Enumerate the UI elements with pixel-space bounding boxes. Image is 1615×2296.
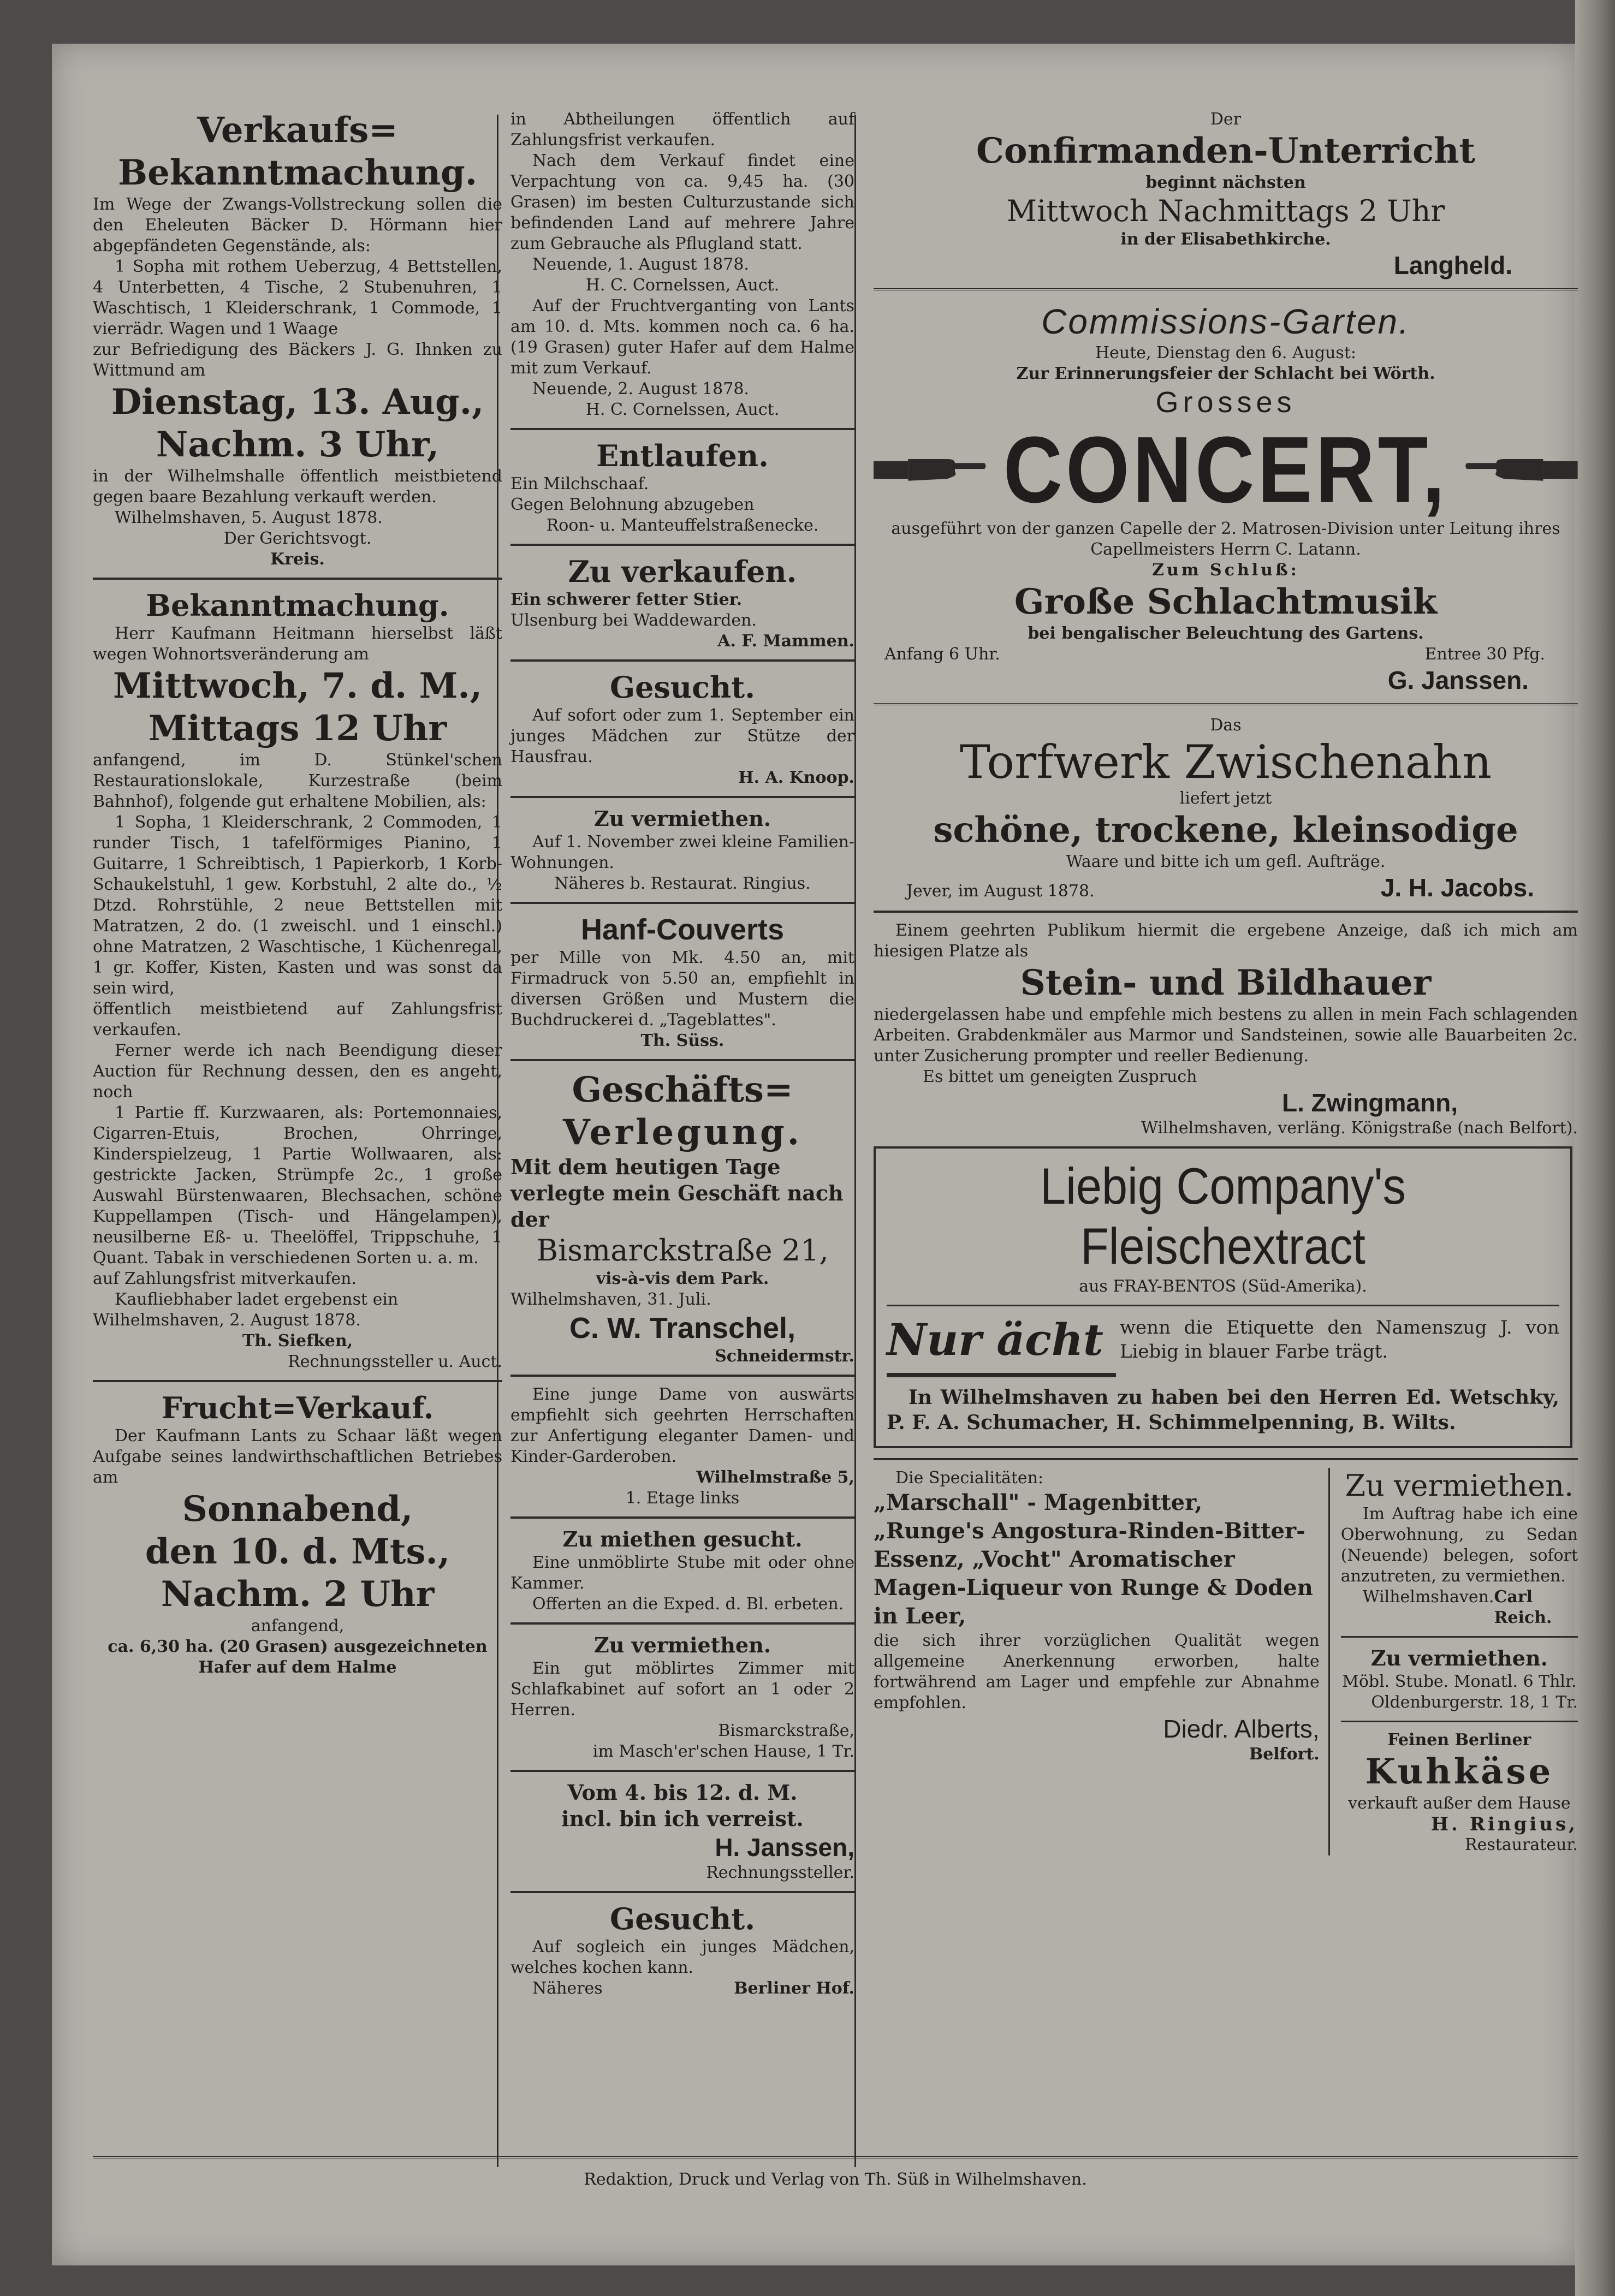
column-rule-middle [854,115,856,2167]
ad-address: im Masch'er'schen Hause, 1 Tr. [592,1742,854,1761]
ad-text: verkauft außer dem Hause [1348,1794,1571,1813]
ad-text: Auf der Fruchtverganting von Lants am 10. d. Mts. kommen noch ca. 6 ha. (19 Grasen) guter Hafer auf dem Halme mit zum Verkauf. [510,296,854,378]
ad-verreist [510,1780,854,1883]
ad-signature: Rechnungssteller. [706,1863,854,1882]
ad-dateline: Wilhelmshaven. [1362,1587,1494,1607]
divider [93,578,502,580]
ad-dateline: Wilhelmshaven, 31. Juli. [510,1290,711,1309]
ad-torfwerk [874,715,1578,903]
ad-text: Das [1210,716,1242,735]
ad-liebig [874,1146,1572,1448]
ad-text: Ein gut möblirtes Zimmer mit Schlafkabinet auf sofort an 1 oder 2 Herren. [510,1659,854,1720]
ad-title: Verlegung. [562,1112,803,1153]
ad-zu-vermiethen-2 [510,1632,854,1762]
ad-text: in Abtheilungen öffentlich auf Zahlungsfrist verkaufen. [510,110,854,150]
ad-text: Ulsenburg bei Waddewarden. [510,611,757,630]
ad-damen-garderoben [510,1384,854,1509]
ad-time: Nachm. 2 Uhr [161,1574,435,1615]
ad-signature: Langheld. [1393,251,1512,279]
divider [510,544,854,546]
ad-address: Wilhelmstraße 5, [696,1468,854,1487]
ad-dateline: Neuende, 1. August 1878. [532,255,749,274]
ad-title: Confirmanden-Unterricht [976,130,1476,171]
divider [510,1770,854,1772]
ad-date: Mittwoch, 7. d. M., [113,665,482,706]
ad-address: Oldenburgerstr. 18, 1 Tr. [1371,1693,1578,1712]
ad-text: Eine junge Dame von auswärts empfiehlt sich geehrten Herrschaften zur Anfertigung eleganter Damen- und Kinder-Garderoben. [510,1385,854,1466]
ad-signature: Rechnungssteller u. Auct. [288,1352,502,1371]
ad-title: Zu verkaufen. [568,554,797,589]
ad-text: beginnt nächsten [1145,173,1306,192]
ad-text: niedergelassen habe und empfehle mich bestens zu allen in mein Fach schlagenden Arbeiten. Grabdenkmäler aus Marmor und Sandsteinen, sowie alle Bauarbeiten 2c. unter Zusicherung prompter und reeller Bedienung. [874,1005,1578,1066]
ad-subtitle: schöne, trockene, kleinsodige [933,810,1518,850]
pointing-hand-right-icon [874,450,987,489]
ad-time: Mittags 12 Uhr [148,708,447,749]
divider [510,1375,854,1377]
ad-title: Entlaufen. [596,438,769,473]
ad-signature: Carl Reich. [1494,1587,1552,1627]
divider [510,1059,854,1061]
ad-title: CONCERT, [1003,417,1448,522]
ad-subtitle: Große Schlachtmusik [1014,581,1438,622]
ad-text: Auf sogleich ein junges Mädchen, welches kochen kann. [510,1937,854,1977]
divider [874,1458,1578,1460]
ad-text: Mit dem heutigen Tage verlegte mein Geschäft nach der [510,1155,844,1232]
divider [887,1373,1116,1377]
pointing-hand-left-icon [1464,450,1578,489]
divider [510,1891,854,1893]
ad-text: Vom 4. bis 12. d. M. [567,1780,798,1805]
ad-text: liefert jetzt [1179,789,1272,808]
ad-title: Kuhkäse [1365,1751,1554,1792]
ad-text: Im Wege der Zwangs-Vollstreckung sollen die den Eheleuten Bäcker D. Hörmann hier abgepfändeten Gegenstände, als: [93,195,502,255]
ad-text: Feinen Berliner [1387,1730,1531,1750]
ad-text: Roon- u. Manteuffelstraßenecke. [546,516,819,535]
ad-text: Es bittet um geneigten Zuspruch [923,1067,1197,1086]
ad-stein-bildhauer [874,920,1578,1139]
ad-signature: Schneidermstr. [715,1347,854,1366]
ad-date: Dienstag, 13. Aug., [111,382,484,423]
ad-text: bei bengalischer Beleuchtung des Gartens. [1028,624,1424,643]
ad-text: ausgeführt von der ganzen Capelle der 2. Matrosen-Division unter Leitung ihres Capellmeisters Herrn C. Latann. [891,519,1560,559]
ad-frucht-verkauf [93,1390,502,1678]
ad-text: vis-à-vis dem Park. [596,1269,769,1288]
ad-signature: Th. Siefken, [242,1331,353,1351]
ad-text: „Marschall" - Magenbitter, „Runge's Angostura-Rinden-Bitter-Essenz, „Vocht" Aromatischer Magen-Liqueur von Runge & Doden in Leer, [874,1490,1313,1629]
ad-text: in der Elisabethkirche. [1120,230,1331,249]
ad-zu-verkaufen [510,554,854,652]
ad-specialitaeten [874,1468,1330,1855]
ad-text: öffentlich meistbietend auf Zahlungsfrist verkaufen. [93,1000,502,1039]
ad-text: Der Kaufmann Lants zu Schaar läßt wegen Aufgabe seines landwirthschaftlichen Betriebes am [93,1426,502,1487]
divider [510,428,854,430]
imprint-footer: Redaktion, Druck und Verlag von Th. Süß in Wilhelmshaven. [584,2170,1087,2189]
ad-signature: H. Janssen, [715,1833,854,1861]
ad-dateline: Wilhelmshaven, 5. August 1878. [115,508,383,527]
ad-verkaufs-bekanntmachung [93,109,502,570]
ad-time: Nachm. 3 Uhr, [156,424,440,465]
ad-date: Heute, Dienstag den 6. August: [1095,343,1356,362]
divider [874,703,1578,707]
ad-text: zur Befriedigung des Bäckers J. G. Ihnken zu Wittmund am [93,340,502,380]
ad-entlaufen [510,438,854,536]
ad-title: Gesucht. [609,670,756,705]
divider [1341,1721,1578,1722]
ad-text: 1 Sopha, 1 Kleiderschrank, 2 Commoden, 1 runder Tisch, 1 tafelförmiges Pianino, 1 Guitarre, 1 Schreibtisch, 1 Papierkorb, 1 Korb-Schaukelstuhl, 1 gew. Korbstuhl, 2 alte do., ½ Dtzd. Rohrstühle, 2 neue Bettstellen mit Matratzen, 2 do. (1 zweischl. und 1 einschl.) ohne Matratzen, 2 Waschtische, 1 Küchenregal, 1 gr. Koffer, Kisten, Kasten und was sonst da sein wird, [93,813,502,998]
ad-title: Zu vermiethen. [1370,1646,1548,1670]
ad-text: Waare und bitte ich um gefl. Aufträge. [1066,852,1386,871]
bottom-two-columns [874,1468,1578,1855]
ad-text: Ferner werde ich nach Beendigung dieser Auction für Rechnung dessen, den es angeht, noch [93,1041,502,1102]
ad-address: Bismarckstraße 21, [536,1233,829,1268]
ad-signature: H. C. Cornelssen, Auct. [585,400,780,419]
ad-signature: L. Zwingmann, [1282,1088,1458,1117]
page-binding-edge [1575,0,1615,2296]
ad-continuation [510,109,854,420]
divider [874,288,1578,293]
ad-text: ca. 6,30 ha. (20 Grasen) ausgezeichneten Hafer auf dem Halme [108,1637,488,1677]
ad-title: Geschäfts= [572,1069,793,1110]
ad-text: anfangend, [251,1616,345,1635]
ad-signature: Restaurateur. [1465,1835,1578,1854]
ad-text: Auf sofort oder zum 1. September ein junges Mädchen zur Stütze der Hausfrau. [510,706,854,766]
ad-text: per Mille von Mk. 4.50 an, mit Firmadruck von 5.50 an, empfiehlt in diversen Größen und Mustern die Buchdruckerei d. „Tageblattes". [510,948,854,1030]
ad-text: Offerten an die Exped. d. Bl. erbeten. [532,1595,844,1614]
ad-address: Wilhelmshaven, verläng. Königstraße (nach Belfort). [1141,1119,1578,1138]
ad-text: aus FRAY-BENTOS (Süd-Amerika). [1079,1277,1367,1296]
ad-title: Frucht=Verkauf. [161,1390,434,1425]
ad-text: Eine unmöblirte Stube mit oder ohne Kammer. [510,1553,854,1593]
ad-text: anfangend, im D. Stünkel'schen Restaurationslokale, Kurzestraße (beim Bahnhof), folgende gut erhaltene Mobilien, als: [93,751,502,811]
ad-text: auf Zahlungsfrist mitverkaufen. [93,1269,357,1288]
ad-signature: G. Janssen. [1387,666,1529,694]
footer-rule [93,2156,1578,2161]
ad-dateline: Wilhelmshaven, 2. August 1878. [93,1311,361,1330]
ad-signature: Berliner Hof. [734,1979,854,1998]
ad-text: in der Wilhelmshalle öffentlich meistbietend gegen baare Bezahlung verkauft werden. [93,467,502,507]
ad-address: 1. Etage links [625,1489,740,1508]
ad-text: Gegen Belohnung abzugeben [510,495,755,514]
ad-text: In Wilhelmshaven zu haben bei den Herren Ed. Wetschky, P. F. A. Schumacher, H. Schimmelpenning, B. Wilts. [887,1386,1559,1434]
ad-text: Zur Erinnerungsfeier der Schlacht bei Wörth. [1016,364,1435,383]
divider [887,1305,1559,1306]
ad-signature: Belfort. [1249,1745,1320,1764]
ad-bekanntmachung [93,587,502,1372]
ad-signature: J. H. Jacobs. [1380,873,1534,902]
ad-commissions-garten [874,300,1578,695]
ad-title: Verkaufs= Bekanntmachung. [117,110,478,193]
divider [510,659,854,662]
ad-text: Im Auftrag habe ich eine Oberwohnung, zu Sedan (Neuende) belegen, sofort anzutreten, zu vermiethen. [1340,1504,1578,1586]
ad-date: den 10. d. Mts., [145,1531,450,1572]
ad-time: Anfang 6 Uhr. [884,645,1000,664]
ad-right-stack [1341,1468,1578,1855]
ad-text: Die Specialitäten: [895,1468,1044,1488]
divider [874,911,1578,913]
ad-title: Commissions-Garten. [1041,302,1410,341]
ad-gesucht-2 [510,1901,854,1999]
ad-text: Ein schwerer fetter Stier. [510,590,743,609]
ad-title: Stein- und Bildhauer [1020,962,1432,1003]
ad-signature: H. A. Knoop. [738,768,854,787]
column-3 [874,49,1578,1855]
ad-signature: A. F. Mammen. [717,632,854,651]
ad-signature: Diedr. Alberts, [1163,1715,1320,1743]
ad-text: Zum Schluß: [1152,561,1299,580]
ad-text: Näheres b. Restaurat. Ringius. [554,874,811,893]
ad-text: Näheres [532,1979,603,1998]
ad-zu-miethen-gesucht [510,1526,854,1615]
divider [93,1380,502,1382]
ad-text: Herr Kaufmann Heitmann hierselbst läßt wegen Wohnortsveränderung am [93,624,502,664]
ad-subtitle: Grosses [1155,386,1296,419]
ad-text: Auf 1. November zwei kleine Familien-Wohnungen. [510,832,854,872]
ad-text: 1 Sopha mit rothem Ueberzug, 4 Bettstellen, 4 Unterbetten, 4 Tische, 2 Stubenuhren, 1 Waschtisch, 1 Kleiderschrank, 1 Commode, 1 vierrädr. Wagen und 1 Waage [93,257,502,338]
ad-date: Sonnabend, [182,1489,413,1530]
ad-signature: Der Gerichtsvogt. [223,529,372,548]
column-1 [93,49,502,1678]
ad-text: die sich ihrer vorzüglichen Qualität wegen allgemeine Anerkennung erworben, halte fortwährend am Lager und empfehle zur Abnahme empfohlen. [874,1631,1320,1712]
ad-confirmanden [874,109,1578,281]
ad-signature: H. Ringius, [1430,1813,1578,1835]
ad-title: Zu vermiethen. [594,1633,771,1657]
ad-title: Zu miethen gesucht. [562,1527,803,1551]
ad-subtitle: Nur ächt [887,1314,1103,1365]
ad-time: Mittwoch Nachmittags 2 Uhr [1006,194,1445,228]
ad-text: Der [1210,110,1242,129]
column-2 [510,49,854,1999]
ad-gesucht [510,669,854,788]
ad-dateline: Jever, im August 1878. [906,882,1095,901]
ad-zu-vermiethen [510,806,854,894]
ad-signature: C. W. Transchel, [569,1312,796,1345]
divider [1341,1636,1578,1638]
ad-title: Zu vermiethen. [1345,1468,1574,1503]
ad-geschaefts-verlegung [510,1069,854,1367]
ad-address: Bismarckstraße, [718,1721,854,1740]
ad-signature: Th. Süss. [640,1031,725,1050]
divider [510,1622,854,1625]
ad-text: Ein Milchschaaf. [510,474,649,493]
concert-row [874,417,1578,522]
ad-hanf-couverts [510,912,854,1051]
ad-text: wenn die Etiquette den Namenszug J. von Liebig in blauer Farbe trägt. [1119,1317,1559,1363]
ad-title: Torfwerk Zwischenahn [959,735,1492,789]
ad-text: incl. bin ich verreist. [561,1806,804,1831]
ad-signature: Kreis. [270,550,325,569]
ad-title: Bekanntmachung. [146,588,449,623]
ad-text: Nach dem Verkauf findet eine Verpachtung von ca. 9,45 ha. (30 Grasen) im besten Culturzustande sich befindenden Land auf mehrere Jahre zum Gebrauche als Pflugland statt. [510,151,854,253]
ad-text: Einem geehrten Publikum hiermit die ergebene Anzeige, daß ich mich am hiesigen Platze als [874,921,1578,961]
ad-text: Möbl. Stube. Monatl. 6 Thlr. [1342,1672,1577,1691]
ad-title: Liebig Company's Fleischextract [1040,1157,1406,1275]
ad-title: Hanf-Couverts [580,913,785,946]
ad-title: Zu vermiethen. [594,806,771,831]
divider [510,1516,854,1519]
divider [510,796,854,798]
ad-price: Entree 30 Pfg. [1424,645,1545,664]
ad-text: 1 Partie ff. Kurzwaaren, als: Portemonnaies, Cigarren-Etuis, Brochen, Ohrringe, Kinderspielzeug, 1 Partie Wollwaaren, als: gestrickte Jacken, Strümpfe 2c., 1 große Auswahl Bürstenwaaren, Blechsachen, schöne Kuppellampen (Tisch- und Hängelampen), neusilberne Eß- u. Theelöffel, Trippschuhe, 1 Quant. Tabak in verschiedenen Sorten u. a. m. [93,1103,502,1268]
divider [510,902,854,904]
ad-dateline: Neuende, 2. August 1878. [532,379,749,398]
ad-text: Kaufliebhaber ladet ergebenst ein [115,1290,399,1309]
ad-signature: H. C. Cornelssen, Auct. [585,276,780,295]
ad-title: Gesucht. [609,1901,756,1936]
